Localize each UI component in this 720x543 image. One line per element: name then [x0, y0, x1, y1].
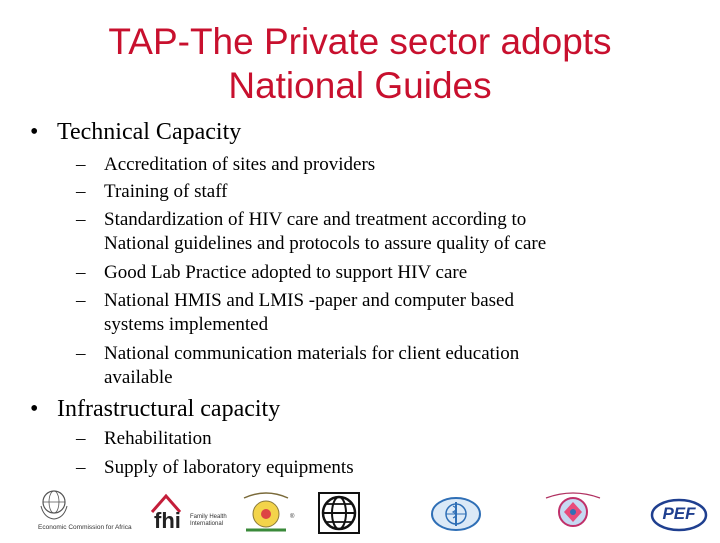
ministry-emblem-icon — [236, 490, 296, 538]
world-bank-logo — [318, 492, 360, 534]
partner-emblem-logo — [540, 488, 606, 532]
list-item-text-cont: systems implemented — [104, 314, 269, 335]
uneca-logo — [38, 488, 148, 538]
list-item-text: Training of staff — [104, 181, 228, 202]
dash-icon: – — [76, 209, 86, 230]
list-item-text-cont: available — [104, 367, 173, 388]
dash-icon: – — [76, 154, 86, 175]
fhi-caption-1: Family Health — [190, 514, 227, 520]
fhi-caption-2: International — [190, 521, 224, 527]
section-heading: Technical Capacity — [57, 119, 242, 145]
list-item-text: Good Lab Practice adopted to support HIV care — [104, 262, 468, 283]
dash-icon: – — [76, 262, 86, 283]
dash-icon: – — [76, 290, 86, 311]
list-item-text: Rehabilitation — [104, 428, 212, 449]
list-item-text: Standardization of HIV care and treatment according to — [104, 209, 527, 230]
fhi-wordmark: fhi — [154, 508, 181, 533]
svg-text:®: ® — [290, 514, 295, 520]
dash-icon: – — [76, 457, 86, 478]
dash-icon: – — [76, 181, 86, 202]
pef-logo — [650, 498, 708, 532]
dash-icon: – — [76, 343, 86, 364]
dash-icon: – — [76, 428, 86, 449]
partner-logos — [0, 488, 720, 540]
bullet-icon: • — [30, 119, 39, 145]
bullet-icon: • — [30, 396, 39, 422]
uneca-caption: Economic Commission for Africa — [38, 524, 132, 531]
list-item-text: National communication materials for client education — [104, 343, 520, 364]
slide-title-line-1: TAP-The Private sector adopts — [108, 21, 612, 62]
list-item-text: Accreditation of sites and providers — [104, 154, 376, 175]
partner-emblem-icon — [540, 488, 606, 532]
list-item-text: National HMIS and LMIS -paper and computer based — [104, 290, 514, 311]
who-logo — [428, 496, 484, 532]
list-item-text: Supply of laboratory equipments — [104, 457, 354, 478]
who-emblem-icon — [428, 496, 484, 532]
pef-wordmark: PEF — [662, 504, 696, 523]
fhi-logo — [148, 492, 240, 536]
section-heading: Infrastructural capacity — [57, 396, 281, 422]
list-item-text-cont: National guidelines and protocols to assure quality of care — [104, 233, 547, 254]
globe-grid-icon — [318, 492, 360, 534]
ministry-emblem-logo — [236, 490, 296, 538]
slide-title-line-2: National Guides — [228, 65, 492, 106]
